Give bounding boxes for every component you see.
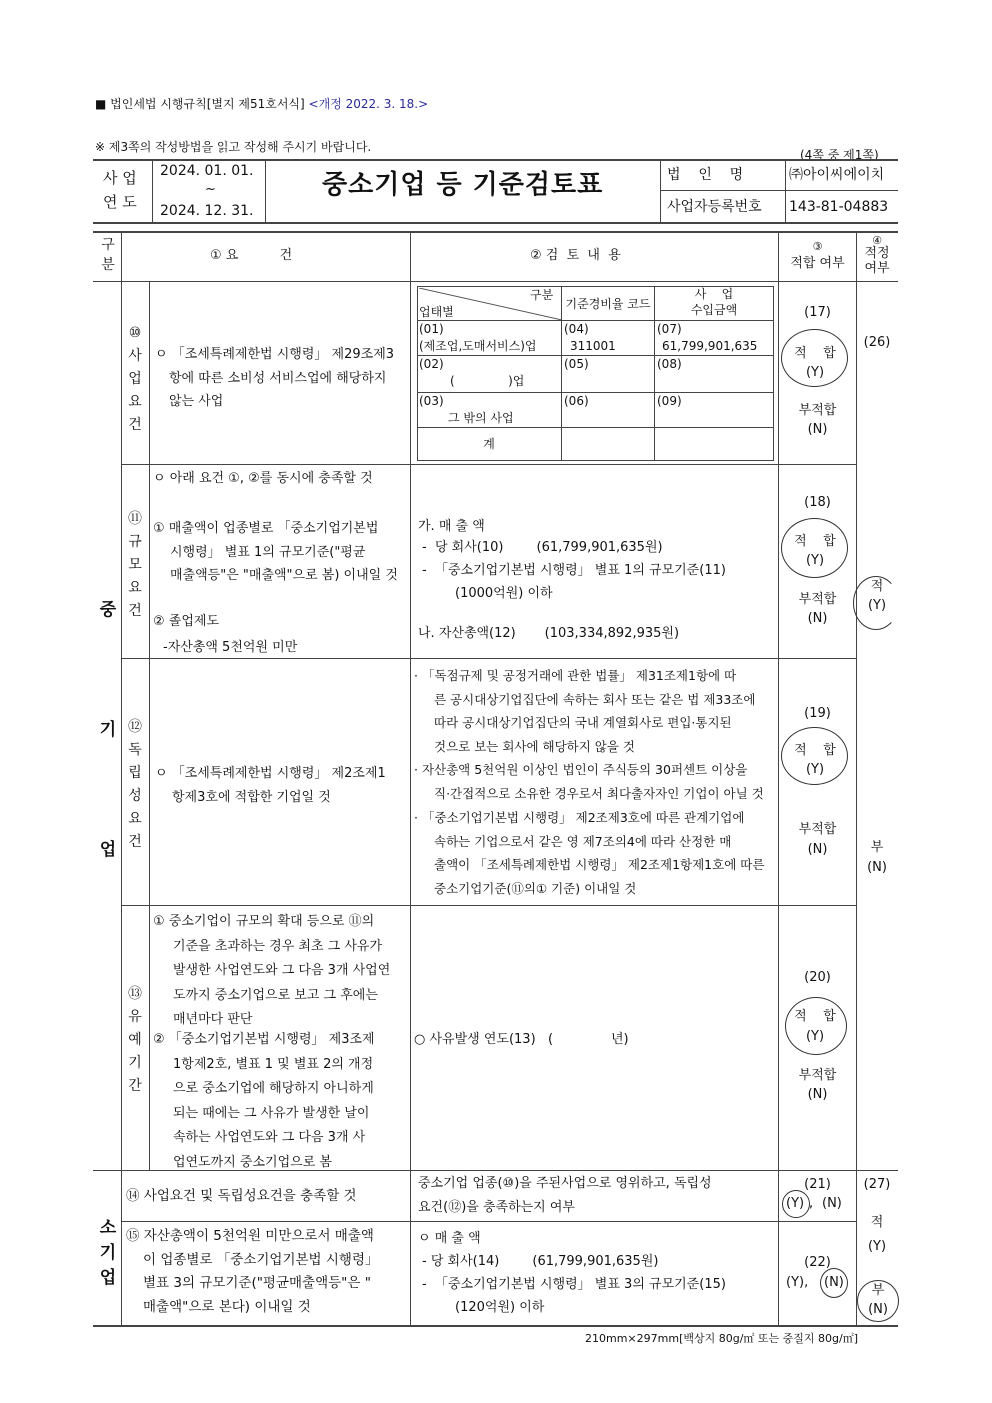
text-line: 발생한 사업연도와 그 다음 3개 사업연 <box>173 963 391 978</box>
row-label-char: 유 <box>128 1009 142 1025</box>
divider <box>856 232 857 1325</box>
requirement-independence <box>155 762 386 809</box>
text-line: 매출액등"은 "매출액"으로 봄) 이내일 것 <box>170 568 398 583</box>
check-code: (22) <box>804 1255 831 1270</box>
text-line: 기준을 초과하는 경우 최초 그 사유가 <box>173 938 383 954</box>
check-no[interactable]: (N) <box>824 1275 844 1290</box>
review-small-revenue-heading: ㅇ 매 출 액 <box>418 1231 481 1246</box>
check-code: (20) <box>804 970 831 985</box>
divider <box>93 222 898 224</box>
text-line: 것으로 보는 회사에 해당하지 않을 것 <box>434 738 635 754</box>
section-label-char: 업 <box>99 840 117 860</box>
requirement-scale-2: ② 졸업제도 <box>153 614 220 629</box>
text-line: 으로 중소기업에 해당하지 아니하게 <box>173 1081 374 1096</box>
row-label-char: 건 <box>128 417 142 433</box>
judgment-no[interactable]: 부 <box>871 1283 885 1298</box>
check-no[interactable]: 부적합 <box>798 592 837 607</box>
row-num: ⑪ <box>128 511 142 527</box>
section-label-char: 소 <box>99 1218 117 1238</box>
col-header-review: ② 검 토 내 용 <box>530 248 621 263</box>
text-line: 시행령」 별표 1의 규모기준("평균 <box>170 544 366 560</box>
judgment-no-code: (N) <box>868 1302 888 1317</box>
cell-code: (03) <box>419 394 444 408</box>
check-no[interactable]: 부적합 <box>798 822 837 837</box>
col-header-category: 구분 <box>101 237 115 273</box>
requirement-grace-1 <box>153 910 390 1033</box>
period-start[interactable]: 2024. 01. 01. <box>160 163 254 179</box>
text-line: 매출액"으로 본다) 이내일 것 <box>143 1298 311 1315</box>
row-label-char: 요 <box>128 394 142 410</box>
judgment-yes[interactable]: 적 <box>870 1215 884 1230</box>
cell-code: (09) <box>657 394 682 408</box>
divider <box>785 160 786 222</box>
check-yes-code: (Y) <box>805 553 825 568</box>
cell-total-label: 계 <box>483 437 495 451</box>
check-code: (21) <box>804 1177 831 1192</box>
cell-revenue[interactable]: 61,799,901,635 <box>662 339 758 353</box>
divider <box>149 282 150 1170</box>
text-line: · 자산총액 5천억원 이상인 법인이 주식등의 30퍼센트 이상을 <box>414 762 748 777</box>
row-label-business <box>125 322 145 437</box>
period-tilde: ~ <box>205 182 216 197</box>
text-line: ㅇ 「조세특례제한법 시행령」 제29조제3 <box>155 347 395 362</box>
divider <box>121 1221 856 1222</box>
check-code: (18) <box>804 495 831 510</box>
row-label-grace <box>125 983 145 1098</box>
requirement-business <box>155 343 394 414</box>
text-line: 속하는 기업으로서 같은 영 제7조의4에 따라 산정한 매 <box>434 833 732 849</box>
check-no-code: (N) <box>807 611 828 626</box>
cell-business-type: 그 밖의 사업 <box>448 411 514 425</box>
divider <box>121 905 856 906</box>
row-label-scale <box>125 508 145 623</box>
cell-code: (02) <box>419 357 444 371</box>
text-line: 요건(⑫)을 충족하는지 여부 <box>418 1199 575 1215</box>
text-line: 항제3호에 적합한 기업일 것 <box>172 789 331 805</box>
review-revenue-heading: 가. 매 출 액 <box>418 519 485 534</box>
judgment-code: (26) <box>863 335 891 350</box>
row-label-char: 기 <box>128 1055 142 1071</box>
cell-business-type[interactable]: (제조업,도매서비스)업 <box>419 339 537 353</box>
text-line: 직·간접적으로 소유한 경우로서 최다출자자인 기업이 아닐 것 <box>434 785 764 801</box>
row-label-char: 성 <box>128 788 142 804</box>
review-revenue-limit: (1000억원) 이하 <box>455 586 553 601</box>
cell-expense-code[interactable]: 311001 <box>570 339 616 353</box>
check-yes[interactable]: (Y), <box>786 1275 809 1290</box>
requirement-scale-1 <box>153 517 398 588</box>
row-label-char: 사 <box>128 348 142 364</box>
text-line: ① 매출액이 업종별로 「중소기업기본법 <box>153 521 379 536</box>
col-header-requirement: ① 요 건 <box>210 248 293 263</box>
table-col-code: 기준경비율 코드 <box>565 297 651 311</box>
check-yes[interactable]: 적 합 <box>794 346 836 361</box>
review-revenue-company[interactable]: - 당 회사(10) (61,799,901,635원) <box>422 540 663 555</box>
text-line: 른 공시대상기업집단에 속하는 회사 또는 같은 법 제33조에 <box>434 691 756 707</box>
text-line: ② 「중소기업기본법 시행령」 제3조제 <box>153 1032 375 1047</box>
text-line: 1항제2호, 별표 1 및 별표 2의 개정 <box>173 1056 374 1072</box>
text-line: 매년마다 판단 <box>173 1012 253 1027</box>
row-label-char: 예 <box>128 1032 142 1048</box>
text-line: 출액이 「조세특례제한법 시행령」 제2조제1항제1호에 따른 <box>434 857 765 872</box>
text-line: · 「독점규제 및 공정거래에 관한 법률」 제31조제1항에 따 <box>414 668 737 683</box>
check-no-code: (N) <box>807 1087 828 1102</box>
row-label-char: 요 <box>128 811 142 827</box>
review-small-revenue-company[interactable]: - 당 회사(14) (61,799,901,635원) <box>422 1254 659 1269</box>
text-line: 별표 3의 규모기준("평균매출액등"은 " <box>143 1275 371 1291</box>
row-label-char: 요 <box>128 580 142 596</box>
row-label-char: 건 <box>128 834 142 850</box>
check-no[interactable]: (N) <box>822 1196 842 1211</box>
revision-date: <개정 2022. 3. 18.> <box>308 97 429 111</box>
corp-name-label: 법 인 명 <box>667 167 744 183</box>
check-code: (17) <box>804 305 831 320</box>
divider <box>417 355 774 356</box>
row-label-char: 규 <box>128 534 142 550</box>
text-line: 따라 공시대상기업집단의 국내 계열회사로 편입·통지된 <box>434 715 732 730</box>
row-num: ⑩ <box>128 325 142 341</box>
check-separator: , <box>809 1196 814 1211</box>
cell-code: (05) <box>564 357 589 371</box>
col-header-judgment-num: ④ <box>872 234 882 247</box>
check-yes-code: (Y) <box>805 365 825 380</box>
section-label-char: 기 <box>99 720 117 740</box>
row-label-char: 건 <box>128 603 142 619</box>
row-label-char: 업 <box>128 371 142 387</box>
requirement-scale-intro: ㅇ 아래 요건 ①, ②를 동시에 충족할 것 <box>153 471 373 486</box>
divider <box>152 160 153 222</box>
review-grace-year[interactable]: ○ 사유발생 연도(13) ( 년) <box>414 1032 629 1047</box>
row-label-char: 간 <box>128 1078 142 1094</box>
text-line: 항에 따른 소비성 서비스업에 해당하지 <box>169 370 387 386</box>
period-label: 사 업 <box>103 169 137 187</box>
check-code: (19) <box>804 706 831 721</box>
review-revenue-standard: - 「중소기업기본법 시행령」 별표 1의 규모기준(11) <box>422 563 726 578</box>
divider <box>121 232 122 1325</box>
divider <box>660 160 661 222</box>
check-yes[interactable]: 적 합 <box>794 1009 836 1024</box>
divider <box>410 232 411 1325</box>
review-small-business <box>418 1172 712 1219</box>
text-line: 이 업종별로 「중소기업기본법 시행령」 <box>143 1251 379 1268</box>
row-label-char: 독 <box>128 742 142 758</box>
cell-code: (08) <box>657 357 682 371</box>
divider <box>417 320 774 321</box>
check-yes-code: (Y) <box>805 762 825 777</box>
divider <box>660 190 898 191</box>
requirement-small-business: ⑭ 사업요건 및 독립성요건을 충족할 것 <box>126 1188 357 1204</box>
form-reference-text: ■ 법인세법 시행규칙[별지 제51호서식] <box>95 97 305 111</box>
section-label-char: 중 <box>99 600 117 620</box>
requirement-scale-2-sub: -자산총액 5천억원 미만 <box>163 640 298 655</box>
form-reference <box>95 95 428 112</box>
row-num: ⑫ <box>128 719 142 735</box>
section-label-char: 업 <box>99 1268 117 1288</box>
judgment-code: (27) <box>863 1177 891 1192</box>
row-num: ⑬ <box>128 986 142 1002</box>
text-line: ① 중소기업이 규모의 확대 등으로 ⑪의 <box>153 914 375 929</box>
check-yes[interactable]: 적 합 <box>794 743 836 758</box>
table-diag-top: 구분 <box>530 288 554 302</box>
requirement-small-scale <box>126 1225 379 1319</box>
text-line: 속하는 사업연도와 그 다음 3개 사 <box>173 1130 366 1145</box>
judgment-yes[interactable]: 적 <box>870 579 884 594</box>
row-label-independence <box>125 716 145 854</box>
text-line: 도까지 중소기업으로 보고 그 후에는 <box>173 987 378 1003</box>
divider <box>121 464 856 465</box>
col-header-judgment: 적정여부 <box>864 246 890 276</box>
cell-code: (01) <box>419 322 444 336</box>
col-header-suitability-num: ③ <box>812 240 823 253</box>
check-yes[interactable]: (Y) <box>786 1196 805 1211</box>
table-col-amount: 사 업 <box>694 287 734 301</box>
check-yes-code: (Y) <box>805 1029 825 1044</box>
review-independence-1 <box>414 664 755 758</box>
cell-code: (06) <box>564 394 589 408</box>
review-independence-3 <box>414 806 764 900</box>
table-col-amount: 수입금액 <box>690 303 738 317</box>
requirement-grace-2 <box>153 1028 375 1175</box>
judgment-no[interactable]: 부 <box>870 840 884 855</box>
check-no-code: (N) <box>807 842 828 857</box>
corp-name-value[interactable]: ㈜아이씨에이치 <box>789 167 885 183</box>
check-no[interactable]: 부적합 <box>798 403 837 418</box>
cell-code: (04) <box>564 322 589 336</box>
period-label: 연 도 <box>103 193 137 211</box>
review-small-revenue-limit: (120억원) 이하 <box>455 1300 545 1315</box>
check-yes[interactable]: 적 합 <box>794 534 836 549</box>
text-line: ⑮ 자산총액이 5천억원 미만으로서 매출액 <box>126 1228 374 1244</box>
text-line: 않는 사업 <box>169 394 224 409</box>
col-header-suitability: 적합 여부 <box>790 256 845 271</box>
instruction-notice: ※ 제3쪽의 작성방법을 읽고 작성해 주시기 바랍니다. <box>95 140 372 154</box>
divider <box>265 160 266 222</box>
period-end[interactable]: 2024. 12. 31. <box>160 203 254 219</box>
check-no[interactable]: 부적합 <box>798 1068 837 1083</box>
divider <box>417 427 774 428</box>
judgment-no-code: (N) <box>867 860 887 875</box>
divider <box>93 1325 898 1327</box>
text-line: ㅇ 「조세특례제한법 시행령」 제2조제1 <box>155 766 386 781</box>
review-total-assets[interactable]: 나. 자산총액(12) (103,334,892,935원) <box>418 626 680 641</box>
document-title: 중소기업 등 기준검토표 <box>322 170 604 200</box>
judgment-yes-code: (Y) <box>867 1239 887 1254</box>
biz-reg-label: 사업자등록번호 <box>667 199 762 215</box>
judgment-yes-code: (Y) <box>867 598 887 613</box>
text-line: 중소기업 업종(⑩)을 주된사업으로 영위하고, 독립성 <box>418 1176 712 1191</box>
cell-business-type[interactable]: ( )업 <box>450 374 525 388</box>
check-no-code: (N) <box>807 422 828 437</box>
divider <box>417 392 774 393</box>
text-line: 중소기업기준(⑪의① 기준) 이내일 것 <box>434 880 637 896</box>
text-line: 되는 때에는 그 사유가 발생한 날이 <box>173 1105 370 1121</box>
review-small-revenue-standard: - 「중소기업기본법 시행령」 별표 3의 규모기준(15) <box>422 1277 726 1292</box>
biz-reg-value[interactable]: 143-81-04883 <box>789 199 889 215</box>
row-label-char: 립 <box>128 765 142 781</box>
cell-code: (07) <box>657 322 682 336</box>
text-line: 업연도까지 중소기업으로 봄 <box>173 1154 332 1170</box>
table-diag-bottom: 업태별 <box>419 305 454 319</box>
text-line: · 「중소기업기본법 시행령」 제2조제3호에 따른 관계기업에 <box>414 810 745 825</box>
paper-spec: 210mm×297mm[백상지 80g/㎡ 또는 중질지 80g/㎡] <box>585 1332 859 1345</box>
page-indicator: (4쪽 중 제1쪽) <box>800 148 879 162</box>
section-label-char: 기 <box>99 1243 117 1263</box>
review-independence-2 <box>414 758 764 805</box>
row-label-char: 모 <box>128 557 142 573</box>
